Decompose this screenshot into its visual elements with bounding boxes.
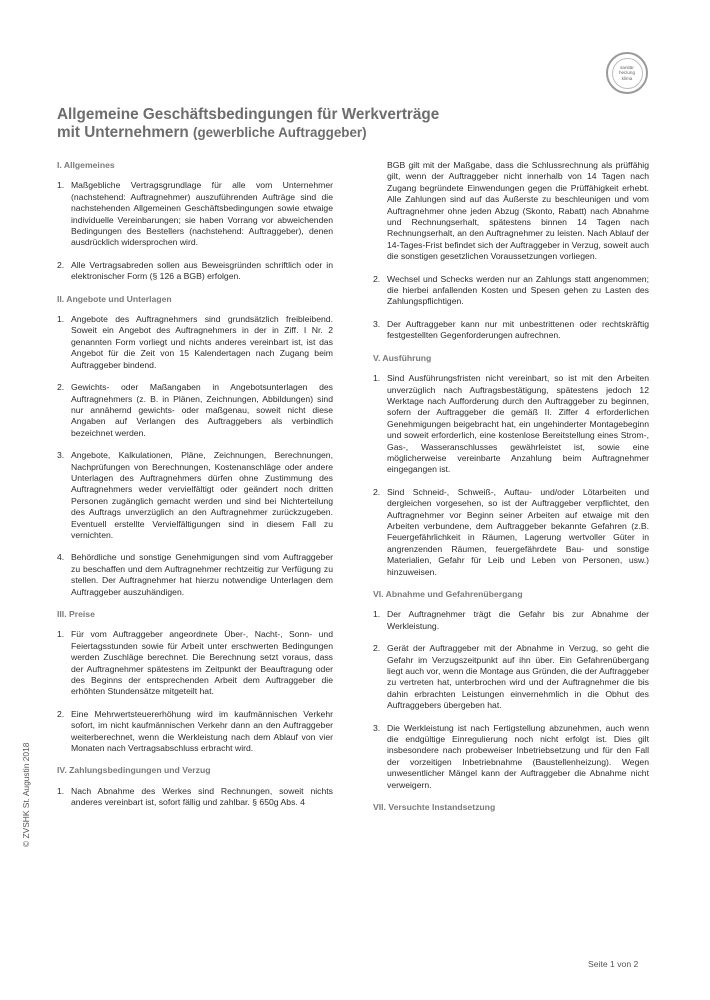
item-text: Eine Mehrwertsteuererhöhung wird im kaufmännischen Verkehr sofort, im nicht kaufmännischen Verkehr dann an den Auftraggeber weiterberechnet, wenn die Werkleistung nach dem Ablauf von vier Monaten nach Vertragsabschluss erbracht wird. [71,708,333,754]
item-number: 1. [373,609,381,620]
section-heading: I. Allgemeines [57,160,115,170]
item-text: Die Werkleistung ist nach Fertigstellung abzunehmen, auch wenn die endgültige Einregulierung noch nicht erfolgt ist. Dies gilt insbesondere nach probeweiser Inbetriebsetzung und für den Fall der vorzeitigen Inbetriebnahme (Baustellenheizung). Wegen unwesentlicher Mängel kann der Auftraggeber die Abnahme nicht verweigern. [387,722,649,790]
logo-inner-ring [612,58,643,89]
item-text: Gerät der Auftraggeber mit der Abnahme in Verzug, so geht die Gefahr im Verzugszeitpunkt auf ihn über. Ein Gefahrenübergang liegt auch vor, wenn die Montage aus Gründen, die der Auftraggeber zu vertreten hat, unterbrochen wird und der Auftragnehmer die bis dahin erbrachten Leistungen einvernehmlich in die Obhut des Auftraggebers übergeben hat. [387,643,649,711]
logo-text-line: heizung [618,70,636,76]
item-number: 1. [57,314,65,325]
list-item [57,180,333,248]
right-column [373,160,649,823]
item-number: 2. [373,273,381,284]
logo-text-line: sanitär [620,64,634,70]
item-text: Der Auftragnehmer trägt die Gefahr bis zur Abnahme der Werkleistung. [387,609,649,631]
page-number: Seite 1 von 2 [588,959,639,969]
list-item [57,260,333,283]
item-text: Angebote des Auftragnehmers sind grundsätzlich freibleibend. Soweit ein Angebot des Auftragnehmers in der in Ziff. I Nr. 2 genannten Form vorliegt und nichts anderes vereinbart ist, ist das Angebot für die Zeit von 15 Kalendertagen nach Zugang beim Auftraggeber bindend. [71,314,333,370]
item-number: 2. [57,708,65,719]
list-item [373,274,649,308]
item-number: 2. [373,486,381,497]
list-item [373,319,649,342]
title-line-2: mit Unternehmern [57,124,189,141]
item-text: Sind Ausführungsfristen nicht vereinbart, so ist mit den Arbeiten unverzüglich nach Auftragsbestätigung, spätestens jedoch 12 Werktage nach Aufforderung durch den Auftraggeber zu beginnen, sofern der Auftraggeber die gemäß II. Ziffer 4 erforderlichen Genehmigungen beigebracht hat, ein ungehinderter Montagebeginn und soweit erforderlich, eine kostenlose Bereitstellung eines Strom-, Gas-, Wasseranschlusses gewährleistet ist, sowie eine möglicherweise vereinbarte Anzahlung beim Auftragnehmer eingegangen ist. [387,373,649,475]
company-logo [606,52,648,94]
list-item [57,382,333,439]
item-number: 3. [373,722,381,733]
document-title [57,106,439,142]
item-text: Für vom Auftraggeber angeordnete Über-, Nacht-, Sonn- und Feiertagsstunden sowie für Arbeit unter erschwerten Bedingungen werden Zuschläge berechnet. Die Berechnung setzt voraus, dass der Auftragnehmer spätestens im Zeitpunkt der Beauftragung oder des Beginns der entsprechenden Arbeit dem Auftraggeber die erhöhten Stundensätze mitgeteilt hat. [71,629,333,697]
item-number: 1. [373,373,381,384]
item-text: Sind Schneid-, Schweiß-, Auftau- und/oder Lötarbeiten und dergleichen vorgesehen, so ist der Auftraggeber verpflichtet, den Auftragnehmer vor Beginn seiner Arbeiten auf etwaige mit den Arbeiten verbundene, dem Auftraggeber bekannte Gefahren (z.B. Feuergefährlichkeit in Räumen, Lagerung wertvoller Güter in angrenzenden Räumen, feuergefährdete Bau- und sonstige Materialien, Gefahr für Leib und Leben von Personen, usw.) hinzuweisen. [387,486,649,577]
item-text: Maßgebliche Vertragsgrundlage für alle vom Unternehmer (nachstehend: Auftragnehmer) auszuführenden Aufträge sind die nachstehenden Allgemeinen Geschäftsbedingungen sowie etwaige individuelle Vereinbarungen; sie haben Vorrang vor abweichenden Bedingungen des Bestellers (nachstehend: Auftraggeber), denen ausdrücklich widersprochen wird. [71,180,333,248]
section-heading: III. Preise [57,609,95,619]
item-number: 2. [373,643,381,654]
item-number: 3. [57,450,65,461]
item-text: Angebote, Kalkulationen, Pläne, Zeichnungen, Berechnungen, Nachprüfungen von Berechnungen, Kostenanschläge oder andere Unterlagen des Auftragnehmers dürfen ohne Zustimmung des Auftragnehmers weder vervielfältigt oder geändert noch dritten Personen zugänglich gemacht werden und sind bei Nichterteilung des Auftrags unverzüglich an den Auftragnehmer zurückzugeben. Eventuell erstellte Vervielfältigungen sind in diesem Fall zu vernichten. [71,450,333,540]
title-line-1: Allgemeine Geschäftsbedingungen für Werkverträge [57,106,440,123]
section-heading: VI. Abnahme und Gefahrenübergang [373,589,523,599]
list-item [373,609,649,632]
list-item [373,723,649,791]
list-item [57,709,333,755]
item-number: 1. [57,180,65,191]
list-item [373,373,649,476]
list-item [57,552,333,598]
continued-paragraph: BGB gilt mit der Maßgabe, dass die Schlussrechnung als prüffähig gilt, wenn der Auftraggeber nicht innerhalb von 14 Tagen nach Zugang begründete Einwendungen gegen die Prüffähigkeit erhebt. Alle Zahlungen sind auf das Äußerste zu beschleunigen und vom Auftragnehmer ohne jeden Abzug (Skonto, Rabatt) nach Abnahme und Rechnungserhalt, spätestens binnen 14 Tagen nach Rechnungserhalt, an den Auftragnehmer zu leisten. Nach Ablauf der 14-Tages-Frist befindet sich der Auftraggeber in Verzug, soweit auch die sonstigen gesetzlichen Voraussetzungen vorliegen. [387,160,649,262]
section-heading: V. Ausführung [373,352,432,363]
list-item [373,643,649,711]
item-number: 2. [57,259,65,270]
item-text: Nach Abnahme des Werkes sind Rechnungen, soweit nichts anderes vereinbart ist, sofort fällig und zahlbar. § 650g Abs. 4 [71,785,333,808]
item-text: Gewichts- oder Maßangaben in Angebotsunterlagen des Auftragnehmers (z. B. in Plänen, Zeichnungen, Abbildungen) sind nur annähernd gewichts- oder maßgenau, soweit nicht diese Angaben auf Verlangen des Auftraggebers als verbindlich bezeichnet werden. [71,382,333,438]
item-number: 1. [57,629,65,640]
item-text: Alle Vertragsabreden sollen aus Beweisgründen schriftlich oder in elektronischer Form (§ 126 a BGB) erfolgen. [71,259,333,282]
item-text: Behördliche und sonstige Genehmigungen sind vom Auftraggeber zu beschaffen und dem Auftragnehmer rechtzeitig zur Verfügung zu stellen. Der Auftragnehmer hat hierzu notwendige Unterlagen dem Auftraggeber auszuhändigen. [71,552,333,597]
item-number: 1. [57,785,65,796]
item-number: 2. [57,382,65,393]
item-text: Wechsel und Schecks werden nur an Zahlungs statt angenommen; die hierbei anfallenden Kosten und Spesen gehen zu Lasten des Zahlungspflichtigen. [387,273,649,307]
left-column [57,160,333,820]
list-item [57,786,333,809]
section-heading: II. Angebote und Unterlagen [57,293,172,304]
list-item [57,314,333,371]
list-item [373,487,649,578]
list-item [57,629,333,697]
section-heading: VII. Versuchte Instandsetzung [373,802,496,813]
copyright-note: © ZVSHK St. Augustin 2018 [21,742,31,847]
section-heading: IV. Zahlungsbedingungen und Verzug [57,765,211,776]
item-number: 4. [57,552,65,563]
logo-text-line: klima [621,75,633,81]
item-number: 3. [373,318,381,329]
title-line-2-subtitle: (gewerbliche Auftraggeber) [193,125,367,140]
list-item [57,450,333,541]
item-text: Der Auftraggeber kann nur mit unbestrittenen oder rechtskräftig festgestellten Gegenforderungen aufrechnen. [387,318,649,341]
